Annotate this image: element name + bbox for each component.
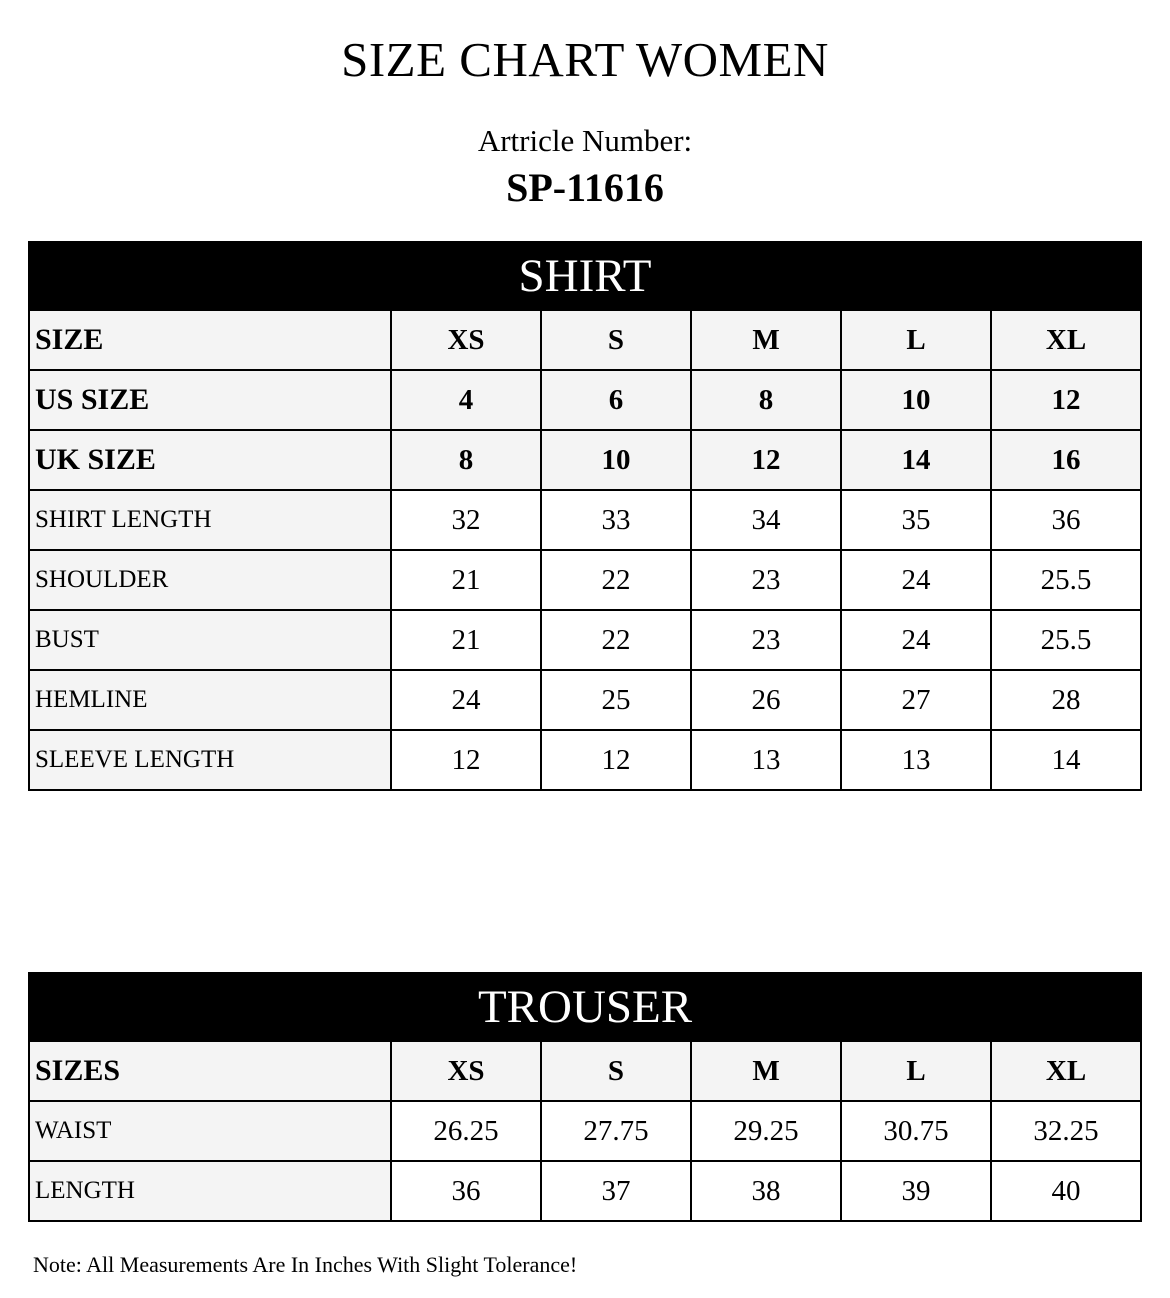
shirt-cell: 10 — [541, 430, 691, 490]
shirt-cell: 8 — [391, 430, 541, 490]
shirt-cell: XL — [991, 310, 1141, 370]
trouser-cell: 32.25 — [991, 1101, 1141, 1161]
trouser-cell: 26.25 — [391, 1101, 541, 1161]
shirt-table-row — [29, 310, 1141, 370]
trouser-cell: XL — [991, 1041, 1141, 1101]
trouser-cell: 37 — [541, 1161, 691, 1221]
trouser-row-label: WAIST — [29, 1101, 391, 1161]
shirt-table-row — [29, 430, 1141, 490]
trouser-table-row — [29, 1161, 1141, 1221]
shirt-cell: 14 — [841, 430, 991, 490]
trouser-cell: 36 — [391, 1161, 541, 1221]
shirt-cell: 25.5 — [991, 550, 1141, 610]
trouser-cell: 27.75 — [541, 1101, 691, 1161]
trouser-table-heading: TROUSER — [29, 973, 1141, 1041]
shirt-cell: 27 — [841, 670, 991, 730]
shirt-cell: 32 — [391, 490, 541, 550]
trouser-cell: 38 — [691, 1161, 841, 1221]
trouser-size-table — [28, 972, 1142, 1222]
shirt-cell: 22 — [541, 550, 691, 610]
shirt-size-table — [28, 241, 1142, 791]
shirt-cell: 36 — [991, 490, 1141, 550]
trouser-cell: M — [691, 1041, 841, 1101]
article-number-label: Artricle Number: — [477, 123, 693, 158]
shirt-cell: 34 — [691, 490, 841, 550]
shirt-cell: 14 — [991, 730, 1141, 790]
shirt-cell: S — [541, 310, 691, 370]
shirt-cell: 25 — [541, 670, 691, 730]
trouser-cell: 40 — [991, 1161, 1141, 1221]
shirt-row-label: HEMLINE — [29, 670, 391, 730]
shirt-row-label: SHIRT LENGTH — [29, 490, 391, 550]
shirt-row-label: SHOULDER — [29, 550, 391, 610]
shirt-row-label: SLEEVE LENGTH — [29, 730, 391, 790]
shirt-cell: 28 — [991, 670, 1141, 730]
shirt-cell: 21 — [391, 550, 541, 610]
trouser-row-label: LENGTH — [29, 1161, 391, 1221]
article-number: SP-11616 — [506, 165, 664, 210]
shirt-cell: M — [691, 310, 841, 370]
shirt-cell: 23 — [691, 550, 841, 610]
trouser-table-row — [29, 1041, 1141, 1101]
shirt-cell: 23 — [691, 610, 841, 670]
shirt-table-heading: SHIRT — [29, 242, 1141, 310]
shirt-cell: 12 — [991, 370, 1141, 430]
shirt-cell: 21 — [391, 610, 541, 670]
shirt-row-label: US SIZE — [29, 370, 391, 430]
shirt-cell: 25.5 — [991, 610, 1141, 670]
shirt-cell: 26 — [691, 670, 841, 730]
trouser-cell: 29.25 — [691, 1101, 841, 1161]
shirt-cell: 6 — [541, 370, 691, 430]
shirt-row-label: SIZE — [29, 310, 391, 370]
shirt-cell: 35 — [841, 490, 991, 550]
measurement-note: Note: All Measurements Are In Inches With Slight Tolerance! — [33, 1252, 578, 1277]
page-title: SIZE CHART WOMEN — [341, 32, 829, 87]
shirt-table-row — [29, 670, 1141, 730]
shirt-cell: 12 — [691, 430, 841, 490]
shirt-table-row — [29, 550, 1141, 610]
shirt-cell: 24 — [841, 550, 991, 610]
trouser-table-row — [29, 1101, 1141, 1161]
shirt-cell: 16 — [991, 430, 1141, 490]
shirt-cell: 4 — [391, 370, 541, 430]
shirt-cell: 33 — [541, 490, 691, 550]
shirt-cell: L — [841, 310, 991, 370]
shirt-table-row — [29, 610, 1141, 670]
trouser-cell: 39 — [841, 1161, 991, 1221]
shirt-table-row — [29, 370, 1141, 430]
shirt-row-label: BUST — [29, 610, 391, 670]
trouser-cell: XS — [391, 1041, 541, 1101]
shirt-cell: 12 — [391, 730, 541, 790]
shirt-cell: 24 — [391, 670, 541, 730]
trouser-cell: 30.75 — [841, 1101, 991, 1161]
trouser-cell: S — [541, 1041, 691, 1101]
shirt-table-row — [29, 730, 1141, 790]
shirt-cell: 13 — [841, 730, 991, 790]
shirt-row-label: UK SIZE — [29, 430, 391, 490]
shirt-cell: 22 — [541, 610, 691, 670]
shirt-cell: XS — [391, 310, 541, 370]
shirt-cell: 8 — [691, 370, 841, 430]
shirt-cell: 13 — [691, 730, 841, 790]
shirt-cell: 24 — [841, 610, 991, 670]
trouser-cell: L — [841, 1041, 991, 1101]
shirt-cell: 12 — [541, 730, 691, 790]
shirt-table-row — [29, 490, 1141, 550]
trouser-row-label: SIZES — [29, 1041, 391, 1101]
shirt-cell: 10 — [841, 370, 991, 430]
